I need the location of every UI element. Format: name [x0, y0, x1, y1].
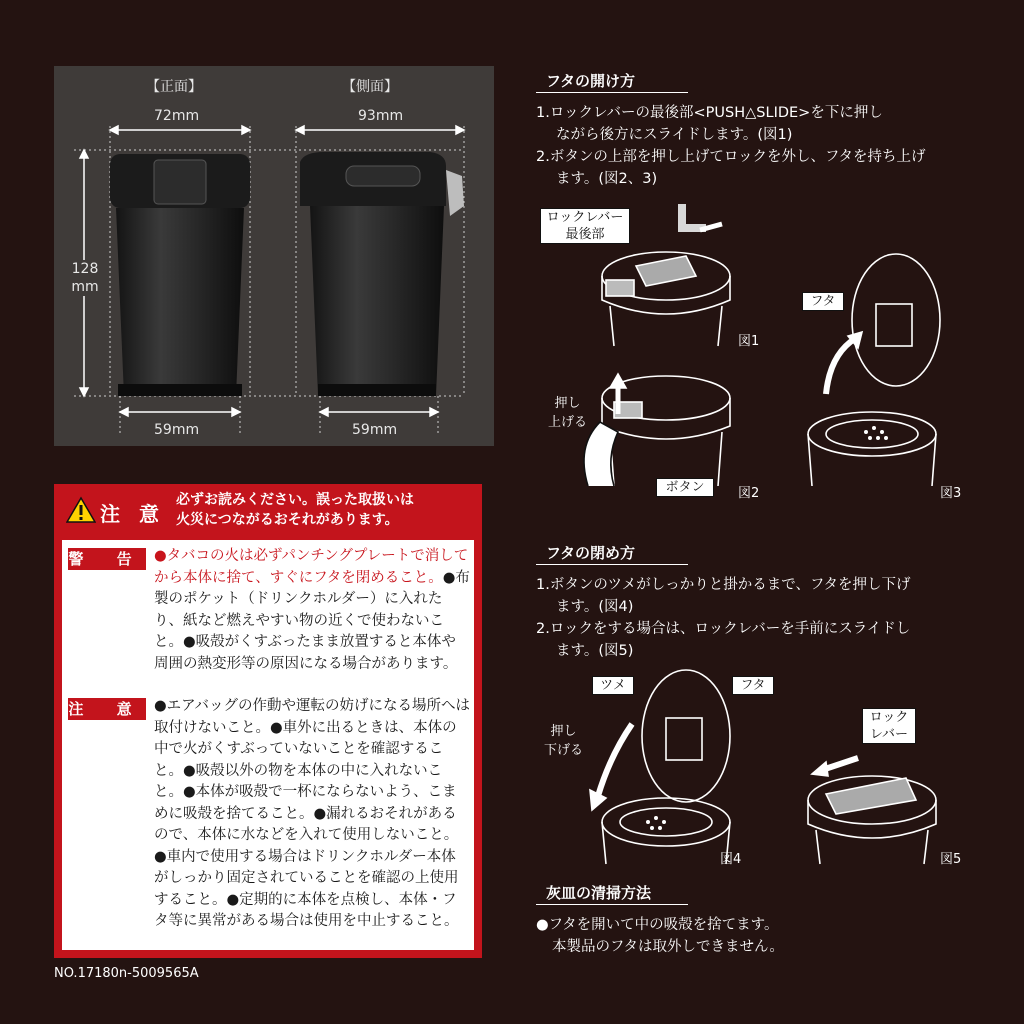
open-step2-line2: ます。(図2、3): [556, 171, 658, 187]
lock-lever-rear-callout-line1: ロックレバー: [546, 210, 624, 225]
product-photo-panel: [54, 66, 494, 446]
caution-card: [54, 484, 482, 958]
warning-text: ●布製のポケット（ドリンクホルダー）に入れたり、紙など燃えやすい物の近くで使わないこと。●吸殻がくすぶったまま放置すると本体や周囲の熱変形等の原因になる場合があります。: [154, 569, 470, 672]
lock-lever-callout-line1: ロック: [869, 710, 909, 725]
close-step1-line2: ます。(図4): [556, 599, 634, 615]
caution-notice: [176, 490, 414, 530]
open-instructions: [536, 102, 926, 190]
clean-heading: 灰皿の清掃方法: [546, 884, 652, 902]
open-step1-line2: ながら後方にスライドします。(図1): [556, 127, 793, 143]
close-lid-callout: フタ: [732, 676, 774, 695]
front-base-dimension: 59mm: [154, 422, 200, 438]
side-view-cup: [300, 152, 464, 396]
lock-lever-callout: [862, 708, 916, 744]
warning-red-text: ●タバコの火は必ずパンチングプレートで消してから本体に捨て、すぐにフタを閉めること。: [154, 548, 469, 586]
lid-callout: フタ: [802, 292, 844, 311]
open-heading-rule: [536, 92, 688, 93]
clean-line1: ●フタを開いて中の吸殻を捨てます。: [536, 917, 779, 933]
side-view-label: 【側面】: [342, 79, 398, 95]
caution-body: [62, 540, 474, 950]
open-heading: フタの開け方: [546, 72, 635, 90]
side-base-dimension: 59mm: [352, 422, 398, 438]
fig1-cup-drawing: [602, 252, 730, 346]
fig4-cup-drawing: [602, 670, 730, 864]
close-step2-line1: 2.ロックをする場合は、ロックレバーを手前にスライドし: [536, 621, 911, 637]
caution-header: [54, 484, 482, 536]
warning-tag: 警 告: [68, 550, 146, 568]
fig2-caption: 図2: [738, 486, 760, 501]
product-code: NO.17180n-5009565A: [54, 966, 199, 981]
push-down-label: [544, 722, 583, 760]
push-up-label: [548, 394, 587, 432]
fig3-caption: 図3: [940, 486, 962, 501]
caution-notice-line2: 火災につながるおそれがあります。: [176, 512, 399, 528]
fig1-caption: 図1: [738, 334, 760, 349]
close-heading-rule: [536, 564, 688, 565]
fig3-cup-drawing: [808, 254, 940, 486]
front-view-label: 【正面】: [146, 79, 202, 95]
close-step2-line2: ます。(図5): [556, 643, 634, 659]
push-down-label-line1: 押し: [550, 724, 577, 739]
caution-paragraph: ●エアバッグの作動や運転の妨げになる場所へは取付けないこと。●車外に出るときは、本体の中で火がくすぶっていないことを確認すること。●吸殻以外の物を本体の中に入れないこと。●本体が吸殻で一杯にならないよう、こまめに吸殻を捨てること。●漏れるおそれがあるので、本体に水などを入れて使用しないこと。●車内で使用する場合はドリンクホルダー本体がしっかり固定されていることを確認の上使用すること。●定期的に本体を点検し、本体・フタ等に異常がある場合は使用を中止すること。: [154, 698, 470, 929]
fig4-caption: 図4: [720, 852, 742, 867]
lift-lid-arrow-icon: [826, 338, 856, 394]
press-arrow-icon: [682, 204, 706, 228]
open-step1-line1: 1.ロックレバーの最後部<PUSH△SLIDE>を下に押し: [536, 105, 883, 121]
side-width-dimension: 93mm: [358, 108, 404, 124]
warning-paragraph: [154, 546, 470, 675]
push-up-label-line2: 上げる: [548, 415, 588, 430]
caution-title: 注 意: [100, 502, 165, 526]
close-step1-line1: 1.ボタンのツメがしっかりと掛かるまで、フタを押し下げ: [536, 577, 911, 593]
fig2-cup-drawing: [602, 376, 730, 486]
open-step2-line1: 2.ボタンの上部を押し上げてロックを外し、フタを持ち上げ: [536, 149, 926, 165]
clean-heading-rule: [536, 904, 688, 905]
caution-tag: 注 意: [68, 700, 146, 718]
close-heading: フタの閉め方: [546, 544, 635, 562]
height-dimension: [70, 260, 100, 296]
push-down-arrow-icon: [598, 724, 632, 796]
front-view-cup: [110, 154, 250, 396]
height-value: 128: [71, 261, 99, 277]
push-up-label-line1: 押し: [554, 396, 581, 411]
height-unit: mm: [71, 279, 99, 295]
front-width-dimension: 72mm: [154, 108, 200, 124]
lock-lever-callout-line2: レバー: [869, 727, 909, 742]
product-dimension-drawing: [54, 66, 494, 446]
close-instructions: [536, 574, 910, 662]
caution-notice-line1: 必ずお読みください。誤った取扱いは: [176, 492, 414, 508]
push-down-label-line2: 下げる: [544, 743, 584, 758]
lock-lever-rear-callout: [540, 208, 630, 244]
fig5-caption: 図5: [940, 852, 962, 867]
clean-instructions: [536, 914, 784, 958]
claw-callout: ツメ: [592, 676, 634, 695]
warning-triangle-icon: [66, 496, 96, 523]
fig5-cup-drawing: [808, 776, 936, 864]
clean-line2: 本製品のフタは取外しできません。: [552, 939, 784, 955]
button-callout: ボタン: [656, 478, 714, 497]
lock-lever-rear-callout-line2: 最後部: [565, 227, 605, 242]
